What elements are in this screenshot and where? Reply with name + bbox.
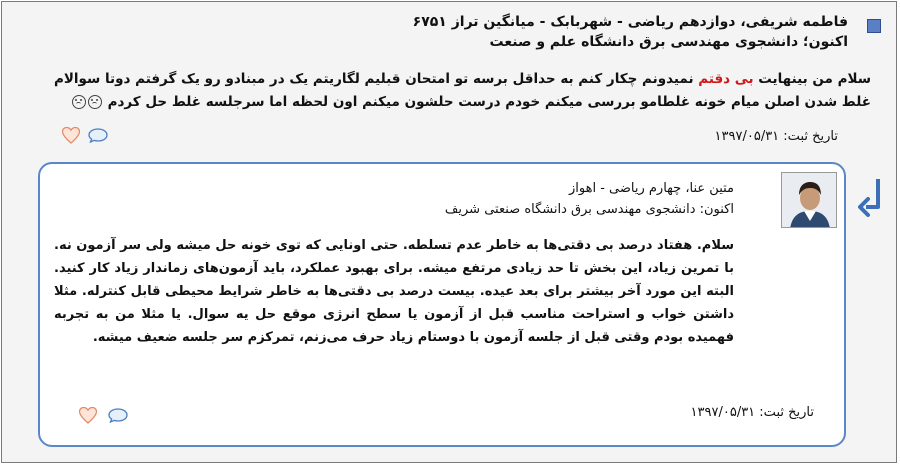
question-author-line: فاطمه شریفی، دوازدهم ریاضی - شهربابک - میانگین تراز ۶۷۵۱	[412, 14, 848, 30]
question-author	[413, 12, 848, 52]
heart-icon[interactable]	[62, 127, 80, 144]
reply-date: تاریخ ثبت: ۱۳۹۷/۰۵/۳۱	[690, 405, 814, 420]
avatar	[781, 172, 837, 228]
comment-icon[interactable]	[88, 128, 108, 143]
heart-icon[interactable]	[79, 407, 97, 424]
question-card	[1, 1, 897, 463]
question-body-rest: نمیدونم چکار کنم به حداقل برسه تو امتحان قبلیم لگاریتم یک در مبنادو رو یک گرفتم دوتا سوالام غلط شدن اصلن میام خونه غلطامو بررسی میکنم خودم درست حلشون میکنم اون لحظه اما سرجلسه غلط حل کردم	[53, 71, 871, 110]
question-body	[21, 68, 871, 114]
reply-body: سلام. هفتاد درصد بی دقتی‌ها به خاطر عدم تسلطه. حتی اونایی که توی خونه حل میشه ولی سر آزمون نه. با تمرین زیاد، این بخش تا حد زیادی مرتفع میشه. برای بهبود عملکرد، باید آزمون‌های زماندار زیاد کار کنید. البته این مورد آخر بیشتر برای بعد عیده. بیست درصد بی دقتی‌ها به خاطر شرایط محیطی قابل کنترله. مثلا داشتن خواب و استراحت مناسب قبل از آزمون یا سطح انرژی موقع حل یه سوال. یا مثلا من به تجربه فهمیده بودم وقتی قبل از جلسه آزمون با دوستام زیاد حرف می‌زنم، تمرکزم سر جلسه ضعیف میشه.	[54, 238, 734, 345]
question-status-line: اکنون؛ دانشجوی مهندسی برق دانشگاه علم و صنعت	[489, 34, 848, 50]
comment-icon[interactable]	[108, 408, 128, 423]
neutral-face-icon	[72, 95, 86, 109]
reply-arrow-icon	[858, 177, 886, 219]
question-bullet-icon	[867, 19, 881, 33]
question-body-highlight: بی دقتم	[698, 71, 754, 87]
reply-author	[445, 178, 734, 220]
question-body-prefix: سلام من بینهایت	[753, 71, 871, 87]
reply-status-line: اکنون: دانشجوی مهندسی برق دانشگاه صنعتی شریف	[444, 202, 734, 217]
reply-card	[38, 162, 846, 447]
sad-face-icon	[88, 95, 102, 109]
reply-author-line: متین عنا، چهارم ریاضی - اهواز	[568, 181, 734, 196]
question-date: تاریخ ثبت: ۱۳۹۷/۰۵/۳۱	[714, 129, 838, 144]
